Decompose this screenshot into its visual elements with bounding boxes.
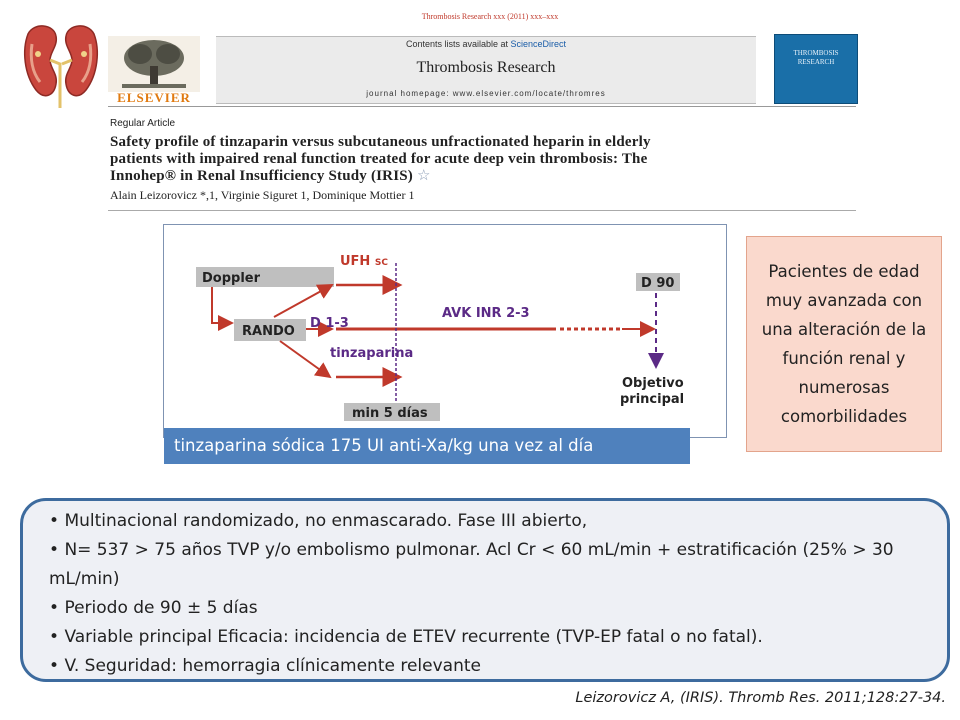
d1-3-label: D 1-3 — [310, 316, 349, 331]
divider — [108, 210, 856, 211]
tinzaparina-label: tinzaparina — [330, 346, 414, 361]
sciencedirect-link[interactable]: ScienceDirect — [510, 39, 567, 49]
bullet-icon: • — [49, 656, 65, 676]
cover-title-line2: RESEARCH — [797, 58, 835, 66]
patient-note-text: Pacientes de edad muy avanzada con una alteración de la función renal y numerosas comorbilidades — [761, 262, 927, 426]
arrow-to-ufh — [274, 285, 332, 317]
journal-homepage[interactable]: journal homepage: www.elsevier.com/locate/thromres — [366, 89, 606, 98]
contents-line — [216, 39, 756, 49]
study-design-diagram — [163, 224, 727, 438]
detail-text: Multinacional randomizado, no enmascarado. Fase III abierto, — [64, 511, 588, 531]
contents-prefix: Contents lists available at — [405, 39, 511, 49]
study-details-box — [20, 498, 950, 682]
cover-title — [775, 49, 857, 67]
doppler-to-rando-arrow — [212, 287, 232, 323]
detail-text: Periodo de 90 ± 5 días — [64, 598, 258, 618]
ufh-sc-text: SC — [374, 258, 388, 268]
ufh-label — [340, 254, 388, 269]
article-title-line2: patients with impaired renal function treated for acute deep vein thrombosis: The — [110, 151, 648, 167]
citation: Leizorovicz A, (IRIS). Thromb Res. 2011;128:27-34. — [575, 690, 946, 706]
article-title — [110, 134, 855, 185]
article-title-line1: Safety profile of tinzaparin versus subcutaneous unfractionated heparin in elderly — [110, 134, 651, 150]
detail-item — [49, 536, 929, 594]
divider — [108, 106, 856, 107]
doppler-label: Doppler — [202, 271, 261, 286]
objetivo-line2: principal — [620, 392, 685, 407]
journal-cover-thumbnail — [774, 34, 858, 104]
d90-label: D 90 — [641, 276, 675, 291]
journal-header-box — [216, 36, 756, 104]
star-icon: ☆ — [416, 168, 431, 184]
journal-reference: Thrombosis Research xxx (2011) xxx–xxx — [421, 12, 559, 21]
dosing-banner: tinzaparina sódica 175 UI anti-Xa/kg una vez al día — [164, 428, 690, 464]
min-5-days-label: min 5 días — [352, 406, 428, 421]
objetivo-line1: Objetivo — [622, 376, 684, 391]
arrow-to-tinzaparina — [280, 341, 330, 377]
detail-item — [49, 594, 929, 623]
bullet-icon: • — [49, 540, 65, 560]
kidney-illustration — [18, 14, 104, 108]
patient-note-box — [746, 236, 942, 452]
detail-text: V. Seguridad: hemorragia clínicamente relevante — [64, 656, 481, 676]
article-authors: Alain Leizorovicz *,1, Virginie Siguret 1, Dominique Mottier 1 — [110, 188, 415, 202]
detail-item — [49, 623, 929, 652]
article-type: Regular Article — [110, 118, 176, 129]
bullet-icon: • — [49, 627, 65, 647]
bullet-icon: • — [49, 598, 65, 618]
study-details-list — [49, 507, 929, 681]
bullet-icon: • — [49, 511, 65, 531]
detail-item — [49, 507, 929, 536]
cover-title-line1: THROMBOSIS — [793, 49, 839, 57]
avk-label: AVK INR 2-3 — [442, 306, 530, 321]
ufh-text: UFH — [340, 254, 371, 269]
article-title-line3: Innohep® in Renal Insufficiency Study (IRIS) — [110, 168, 413, 184]
publisher-name: ELSEVIER — [117, 90, 191, 105]
journal-title: Thrombosis Research — [416, 59, 556, 76]
rando-label: RANDO — [242, 324, 295, 339]
detail-text: N= 537 > 75 años TVP y/o embolismo pulmonar. Acl Cr < 60 mL/min + estratificación (25% > 30 mL/min) — [49, 540, 894, 589]
detail-text: Variable principal Eficacia: incidencia de ETEV recurrente (TVP-EP fatal o no fatal). — [64, 627, 763, 647]
detail-item — [49, 652, 929, 681]
